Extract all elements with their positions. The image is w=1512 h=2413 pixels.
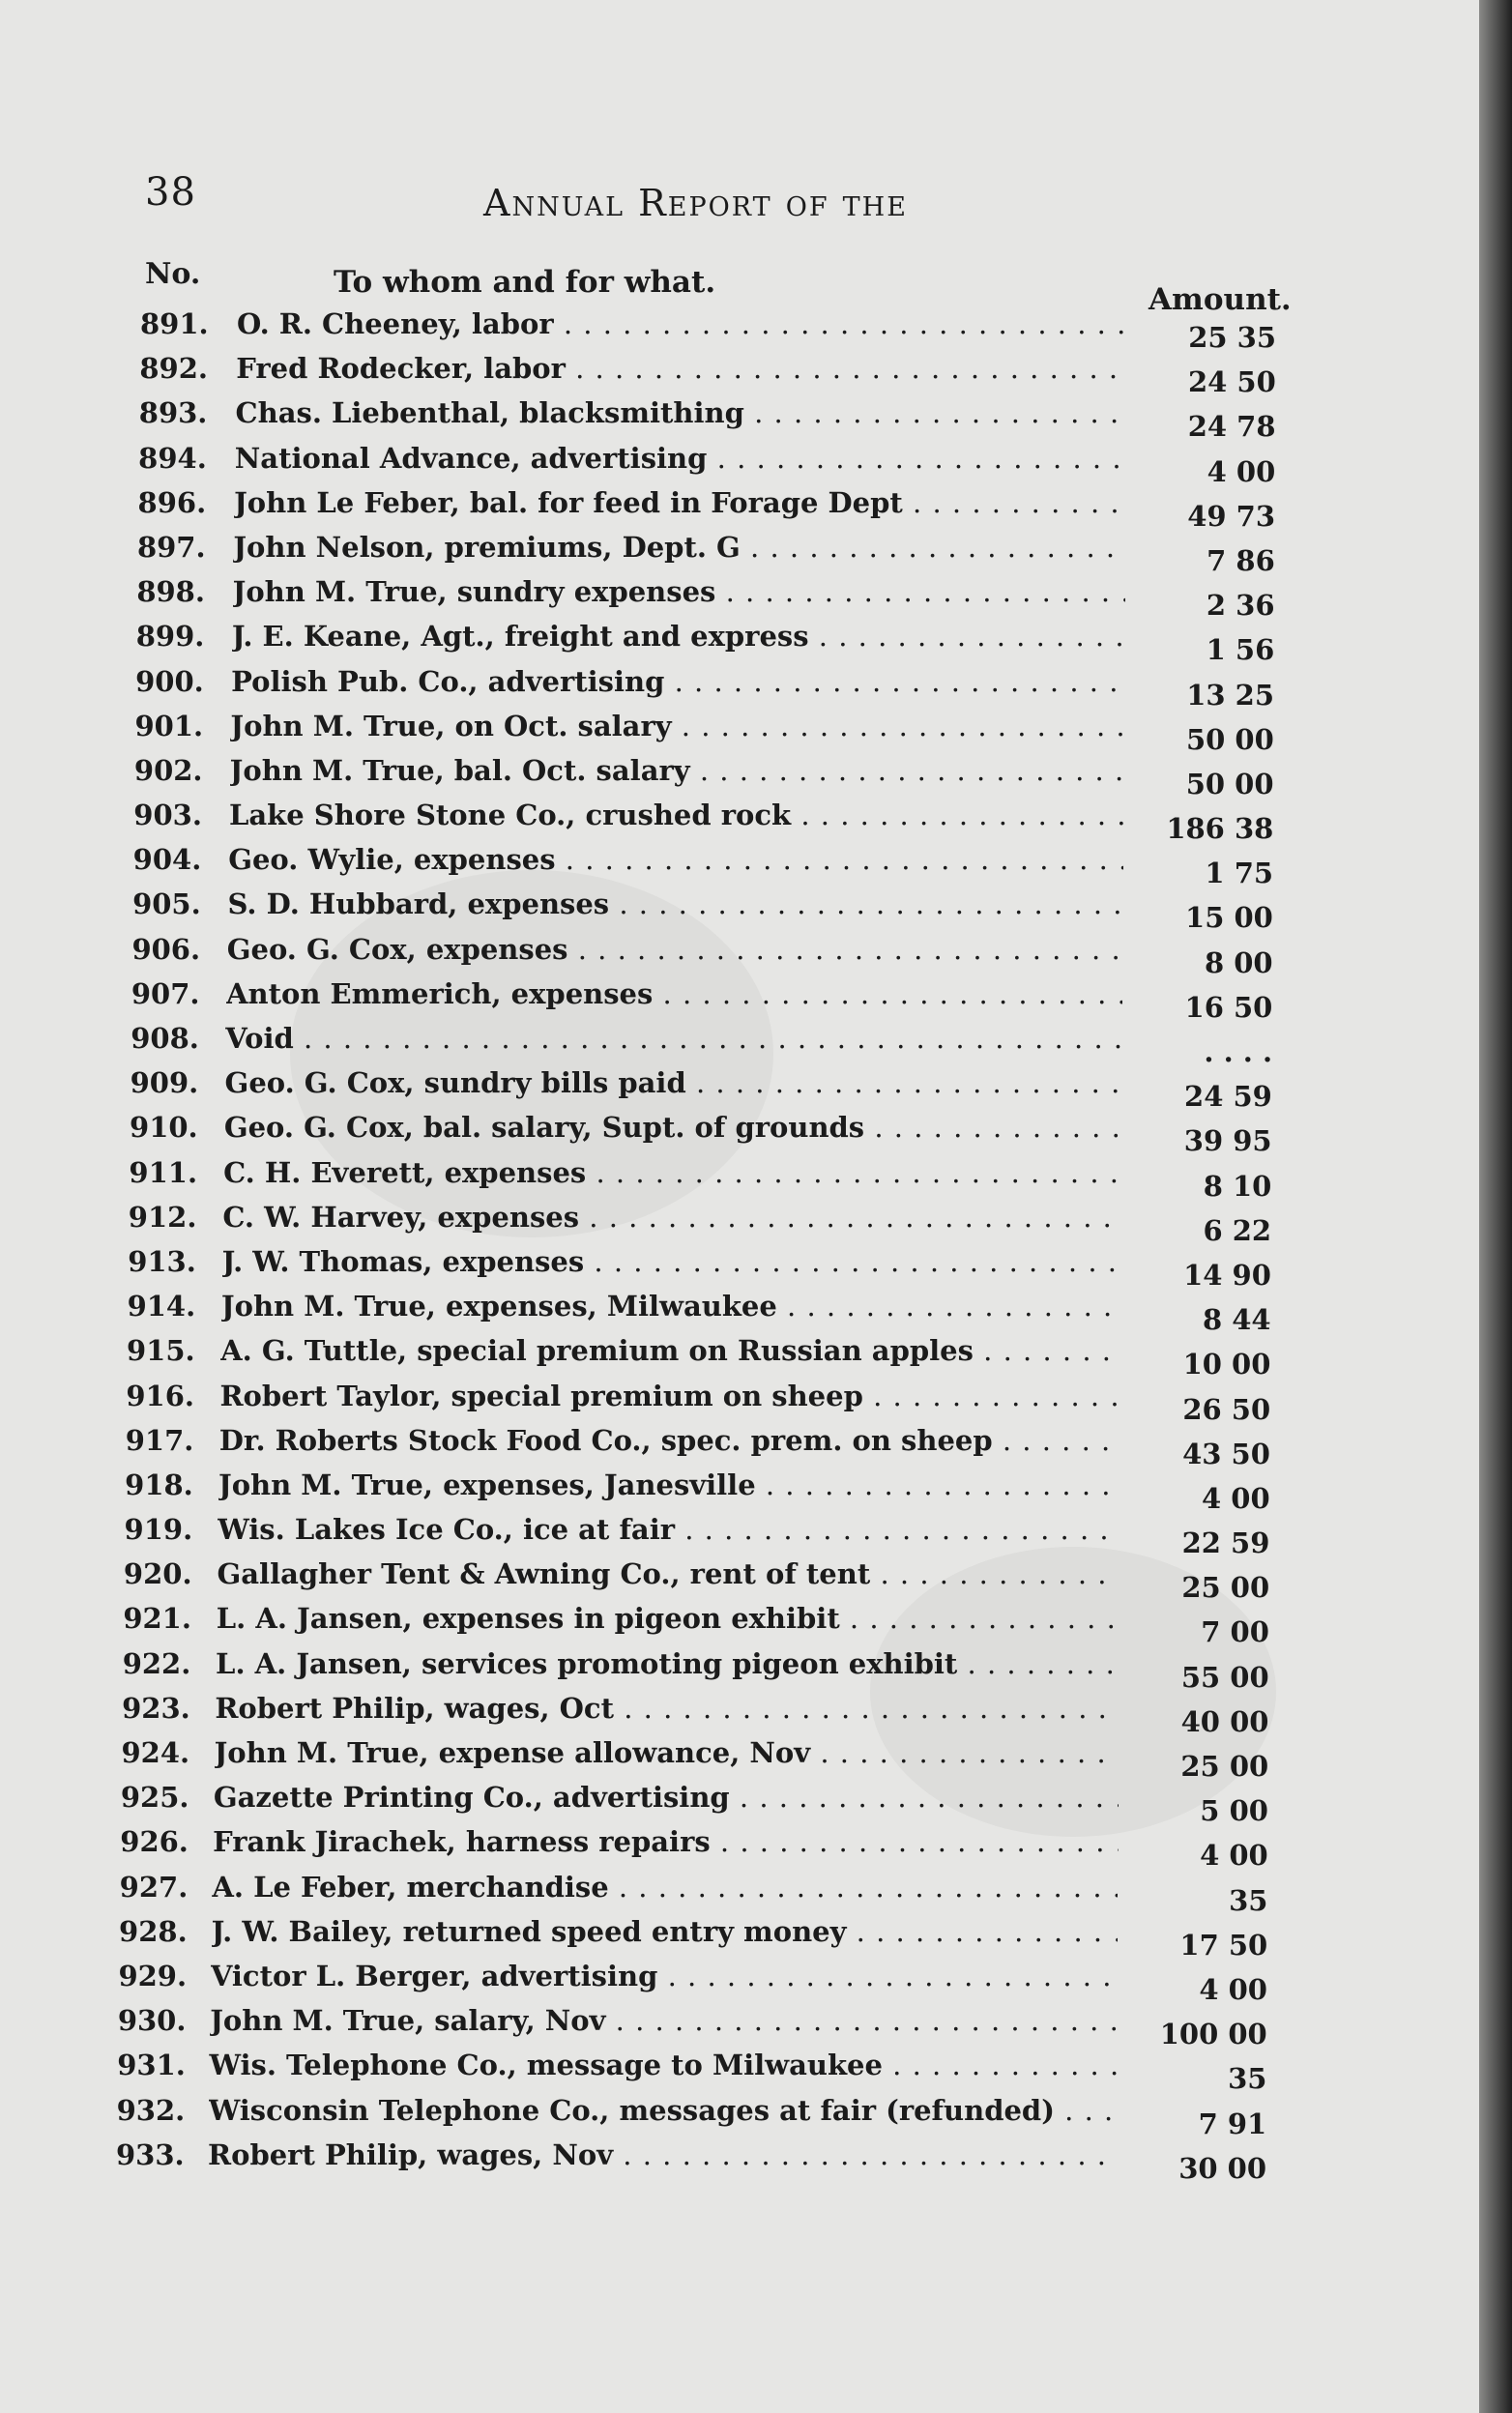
entry-amount: 24 59: [1184, 1080, 1272, 1114]
entry-description: Anton Emmerich, expenses . . .: [226, 977, 1122, 1010]
ledger-row: [0, 531, 1479, 575]
entry-amount: 35: [1228, 2062, 1267, 2096]
entry-number: 915.: [126, 1334, 195, 1368]
entry-description: Geo. Wylie, expenses . . .: [228, 843, 1123, 876]
ledger-row: [0, 2004, 1479, 2049]
ledger-row: [0, 2138, 1479, 2183]
ledger-row: [0, 2094, 1479, 2138]
entry-amount: 50 00: [1185, 767, 1274, 800]
entry-description: John M. True, bal. Oct. salary . . .: [230, 754, 1124, 787]
entry-amount: 26 50: [1182, 1392, 1271, 1426]
entry-description: Geo. G. Cox, sundry bills paid . . .: [225, 1066, 1122, 1099]
ledger-row: [0, 1557, 1479, 1605]
ledger-row: [0, 575, 1479, 623]
ledger-row: [0, 1468, 1479, 1513]
entry-description: John Le Feber, bal. for feed in Forage Dept . . .: [234, 486, 1125, 519]
entry-description: Fred Rodecker, labor . . .: [236, 352, 1125, 385]
ledger-row: [0, 1424, 1479, 1468]
entry-amount: 24 78: [1187, 410, 1276, 444]
entry-amount: 8 00: [1204, 945, 1273, 979]
ledger-row: [0, 933, 1479, 977]
entry-amount: 1 75: [1205, 857, 1274, 890]
ledger-row: [0, 1066, 1479, 1114]
entry-amount: 15 00: [1185, 901, 1273, 935]
ledger-row: [0, 665, 1479, 710]
entry-amount: 25 00: [1181, 1571, 1270, 1605]
ledger-row: [0, 486, 1479, 531]
running-head: Annual Report of the: [483, 182, 908, 224]
entry-description: L. A. Jansen, services promoting pigeon exhibit . . .: [216, 1647, 1119, 1680]
entry-amount: 39 95: [1183, 1124, 1272, 1158]
ledger-row: [0, 1022, 1479, 1066]
entry-number: 901.: [134, 709, 204, 742]
ledger-row: [0, 843, 1479, 890]
ledger-row: [0, 1960, 1479, 2004]
entry-number: 912.: [128, 1200, 197, 1234]
entry-description: L. A. Jansen, expenses in pigeon exhibit . . .: [217, 1602, 1119, 1635]
column-header-amount: Amount.: [1149, 282, 1292, 317]
entry-amount: 7 86: [1207, 543, 1275, 577]
entry-description: John M. True, expenses, Milwaukee . . .: [221, 1290, 1121, 1323]
entry-amount: 17 50: [1179, 1928, 1268, 1962]
entry-number: 920.: [123, 1557, 192, 1591]
entry-description: Gazette Printing Co., advertising . . .: [214, 1781, 1119, 1814]
entry-description: John M. True, sundry expenses . . .: [233, 575, 1125, 608]
entry-number: 931.: [117, 2049, 186, 2082]
entry-description: Lake Shore Stone Co., crushed rock . . .: [229, 799, 1123, 831]
entry-number: 924.: [121, 1736, 190, 1769]
entry-amount: 10 00: [1182, 1348, 1271, 1381]
entry-description: Geo. G. Cox, expenses . . .: [227, 933, 1123, 966]
entry-number: 893.: [138, 396, 208, 430]
entry-amount: 25 35: [1188, 321, 1276, 354]
entry-number: 913.: [128, 1244, 196, 1278]
entry-number: 898.: [136, 575, 205, 609]
entry-number: 906.: [131, 932, 201, 966]
ledger-row: [0, 754, 1479, 799]
entry-description: C. H. Everett, expenses . . .: [223, 1156, 1121, 1189]
entry-description: John M. True, salary, Nov . . .: [210, 2004, 1118, 2037]
entry-amount: 13 25: [1186, 678, 1275, 712]
entry-description: A. G. Tuttle, special premium on Russian apples . . .: [220, 1334, 1120, 1367]
entry-amount: 4 00: [1199, 1972, 1267, 2006]
ledger-row: [0, 1781, 1479, 1828]
ledger-row: [0, 1647, 1479, 1692]
entry-amount: 1 56: [1206, 633, 1275, 667]
entry-description: Gallagher Tent & Awning Co., rent of tent . . .: [218, 1557, 1120, 1590]
ledger-row: [0, 1245, 1479, 1290]
column-header-number: No.: [145, 257, 201, 291]
entry-number: 902.: [133, 753, 203, 787]
entry-amount: 30 00: [1178, 2151, 1266, 2185]
entry-description: Void . . .: [225, 1022, 1122, 1055]
entry-amount: 5 00: [1200, 1794, 1268, 1828]
entry-number: 904.: [132, 843, 202, 877]
entry-number: 933.: [116, 2137, 185, 2171]
entry-number: 907.: [131, 976, 200, 1010]
entry-description: A. Le Feber, merchandise . . .: [212, 1871, 1118, 1904]
entry-number: 914.: [127, 1290, 196, 1323]
entry-amount: 55 00: [1180, 1660, 1269, 1694]
entry-amount: 49 73: [1187, 499, 1276, 533]
entry-description: Robert Philip, wages, Oct . . .: [215, 1692, 1119, 1725]
entry-description: Robert Taylor, special premium on sheep . . .: [219, 1380, 1120, 1412]
entry-number: 925.: [120, 1781, 189, 1815]
column-header-description: To whom and for what.: [334, 265, 716, 300]
ledger-row: [0, 620, 1479, 667]
entry-description: Robert Philip, wages, Nov . . .: [208, 2138, 1117, 2171]
entry-number: 929.: [118, 1959, 188, 1992]
entry-amount: 100 00: [1159, 2018, 1267, 2051]
ledger-row: [0, 1290, 1479, 1337]
entry-description: C. W. Harvey, expenses . . .: [222, 1201, 1121, 1234]
entry-number: 918.: [125, 1468, 193, 1501]
ledger-row: [0, 352, 1479, 399]
ledger-row: [0, 1825, 1479, 1873]
binding-shadow: [1479, 0, 1512, 2413]
entry-number: 923.: [122, 1691, 190, 1725]
entry-amount: 186 38: [1166, 812, 1274, 846]
entry-number: 930.: [117, 2004, 187, 2038]
entry-number: 921.: [123, 1602, 191, 1636]
entry-description: J. E. Keane, Agt., freight and express . . .: [232, 620, 1124, 653]
entry-number: 916.: [126, 1379, 194, 1412]
ledger-row: [0, 442, 1479, 486]
entry-amount: 40 00: [1180, 1704, 1269, 1738]
ledger-row: [0, 1513, 1479, 1560]
entry-description: John M. True, on Oct. salary . . .: [230, 710, 1123, 742]
ledger-row: [0, 396, 1479, 444]
entry-description: Polish Pub. Co., advertising . . .: [231, 665, 1124, 698]
entry-number: 910.: [130, 1111, 198, 1145]
ledger-row: [0, 1156, 1479, 1201]
entry-description: Chas. Liebenthal, blacksmithing . . .: [236, 396, 1126, 429]
entry-description: Wis. Telephone Co., message to Milwaukee . . .: [209, 2049, 1117, 2081]
entry-number: 899.: [135, 620, 205, 654]
entry-number: 896.: [137, 485, 207, 519]
ledger-row: [0, 1692, 1479, 1736]
ledger-row: [0, 887, 1479, 935]
entry-amount: 4 00: [1202, 1481, 1270, 1515]
entry-description: John M. True, expenses, Janesville . . .: [218, 1468, 1120, 1501]
entry-number: 897.: [136, 530, 206, 564]
ledger-row: [0, 799, 1479, 846]
entry-number: 911.: [129, 1155, 198, 1189]
entry-description: John M. True, expense allowance, Nov . . .: [215, 1736, 1119, 1769]
ledger-row: [0, 1201, 1479, 1245]
ledger-row: [0, 1111, 1479, 1158]
entry-amount: 35: [1229, 1883, 1268, 1917]
entry-number: 927.: [119, 1870, 189, 1904]
entry-number: 908.: [131, 1022, 199, 1055]
entry-description: S. D. Hubbard, expenses . . .: [227, 887, 1122, 920]
entry-amount: 2 36: [1206, 589, 1275, 623]
page-number: 38: [145, 170, 196, 215]
entry-amount: 24 50: [1187, 365, 1276, 399]
entry-description: J. W. Thomas, expenses . . .: [222, 1245, 1121, 1278]
entry-amount: 14 90: [1183, 1258, 1271, 1292]
entry-number: 892.: [139, 352, 209, 386]
ledger-row: [0, 710, 1479, 754]
entry-number: 922.: [122, 1646, 191, 1680]
entry-amount: 22 59: [1181, 1526, 1270, 1560]
entry-description: Frank Jirachek, harness repairs . . .: [213, 1825, 1119, 1858]
entry-description: Dr. Roberts Stock Food Co., spec. prem. on sheep . . .: [219, 1424, 1120, 1457]
entry-amount: 50 00: [1185, 722, 1274, 756]
entry-description: O. R. Cheeney, labor . . .: [237, 307, 1126, 340]
entry-description: Wis. Lakes Ice Co., ice at fair . . .: [218, 1513, 1119, 1546]
entry-number: 894.: [138, 441, 207, 475]
ledger-row: [0, 1736, 1479, 1781]
entry-number: 917.: [125, 1423, 194, 1457]
entry-description: Wisconsin Telephone Co., messages at fair (refunded) . . .: [209, 2094, 1118, 2127]
entry-description: J. W. Bailey, returned speed entry money . . .: [212, 1915, 1119, 1948]
entry-number: 928.: [119, 1914, 188, 1948]
ledger-row: [0, 1602, 1479, 1649]
ledger-row: [0, 1915, 1479, 1960]
ledger-row: [0, 1380, 1479, 1424]
entry-amount: 8 10: [1203, 1169, 1272, 1203]
ledger-row: [0, 1871, 1479, 1915]
entry-number: 909.: [130, 1066, 199, 1100]
entry-number: 900.: [135, 664, 204, 698]
entry-description: Victor L. Berger, advertising . . .: [211, 1960, 1118, 1992]
entry-amount: 43 50: [1182, 1437, 1270, 1470]
entry-amount: 7 00: [1201, 1615, 1269, 1649]
entry-number: 905.: [132, 887, 201, 921]
entry-amount: 7 91: [1198, 2107, 1267, 2140]
entry-number: 903.: [133, 799, 202, 832]
ledger-row: [0, 2049, 1479, 2096]
ledger-entries: [0, 307, 1479, 2183]
entry-description: John Nelson, premiums, Dept. G . . .: [233, 531, 1124, 564]
entry-amount: 6 22: [1203, 1213, 1272, 1247]
entry-amount: . . . .: [1204, 1035, 1273, 1068]
entry-amount: 16 50: [1184, 990, 1273, 1024]
ledger-row: [0, 977, 1479, 1022]
ledger-row: [0, 307, 1479, 352]
entry-amount: 8 44: [1202, 1303, 1271, 1337]
entry-number: 932.: [116, 2093, 186, 2127]
entry-number: 891.: [140, 307, 209, 340]
ledger-row: [0, 1334, 1479, 1379]
entry-amount: 4 00: [1200, 1839, 1268, 1873]
entry-description: National Advance, advertising . . .: [235, 442, 1125, 475]
entry-amount: 4 00: [1207, 454, 1276, 488]
entry-description: Geo. G. Cox, bal. salary, Supt. of grounds . . .: [224, 1111, 1122, 1144]
entry-number: 926.: [120, 1825, 189, 1859]
entry-amount: 25 00: [1180, 1750, 1269, 1783]
entry-number: 919.: [124, 1513, 193, 1547]
